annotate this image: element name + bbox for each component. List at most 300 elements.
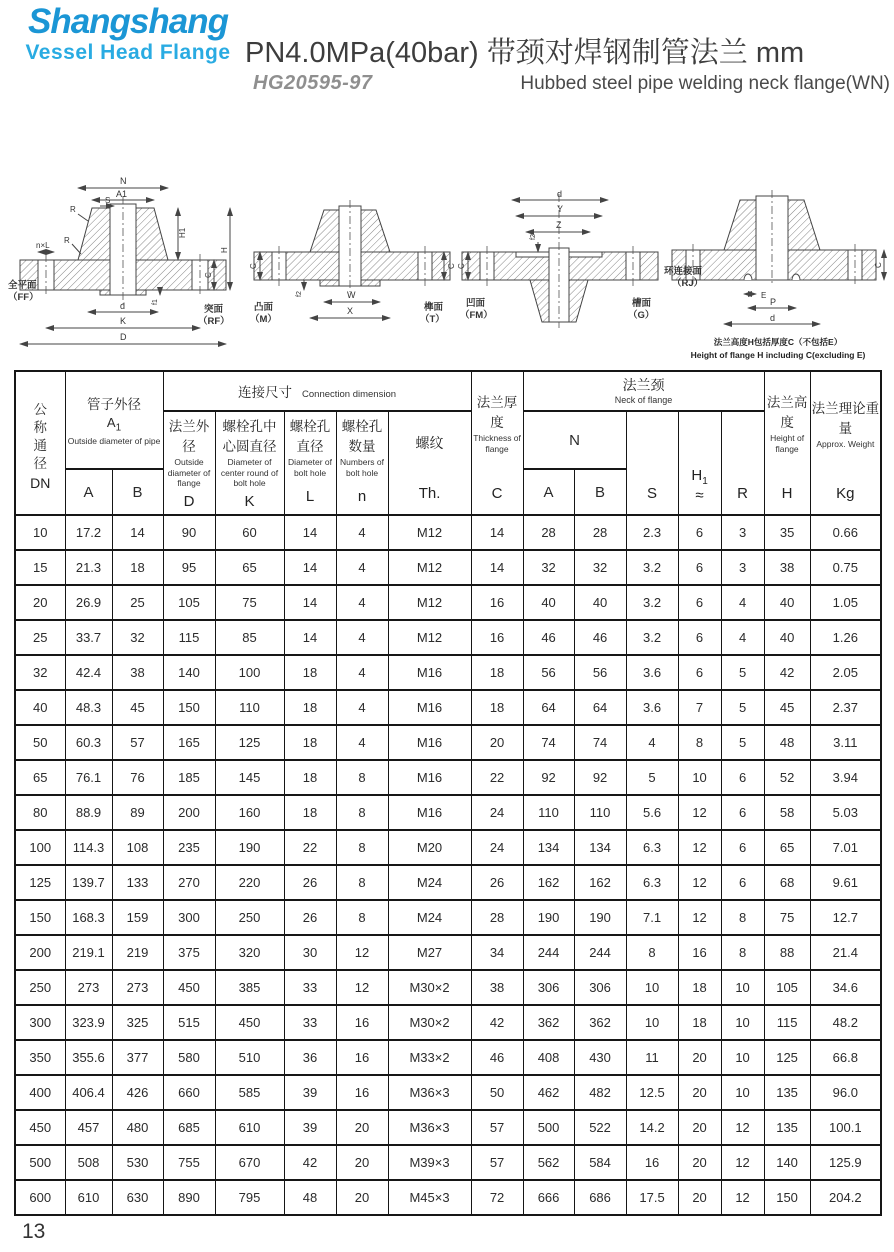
- table-cell: 65: [764, 830, 810, 865]
- s-symbol: S: [647, 484, 658, 502]
- table-cell: 244: [574, 935, 626, 970]
- table-cell: 20: [471, 725, 523, 760]
- table-cell: 100: [215, 655, 284, 690]
- table-cell: 385: [215, 970, 284, 1005]
- table-cell: 24: [471, 830, 523, 865]
- connection-cn: 连接尺寸: [238, 384, 293, 400]
- table-cell: 500: [15, 1145, 65, 1180]
- col-header-neck: [523, 371, 764, 411]
- table-cell: 190: [574, 900, 626, 935]
- table-cell: 8: [721, 900, 764, 935]
- table-cell: 6: [721, 760, 764, 795]
- table-row: [15, 1005, 881, 1040]
- table-cell: 6: [721, 830, 764, 865]
- col-header-neck-n: N: [523, 411, 626, 469]
- flange-section-drawing: [452, 186, 668, 341]
- face-m-code: （M）: [250, 314, 277, 325]
- col-header-weight: [810, 371, 881, 515]
- table-cell: 10: [15, 515, 65, 550]
- table-cell: 32: [574, 550, 626, 585]
- table-cell: 25: [112, 585, 163, 620]
- dn-label-cn: 公称通径: [33, 401, 47, 472]
- face-m-cn: 凸面: [254, 302, 274, 313]
- table-cell: 159: [112, 900, 163, 935]
- dim-d: d: [120, 301, 126, 311]
- table-cell: 10: [721, 1075, 764, 1110]
- flange-body: [254, 206, 450, 286]
- col-header-pipe-a: A: [65, 469, 112, 515]
- table-cell: 377: [112, 1040, 163, 1075]
- col-header-r: [721, 411, 764, 515]
- table-cell: 235: [163, 830, 215, 865]
- table-cell: 660: [163, 1075, 215, 1110]
- col-header-k: [215, 411, 284, 515]
- table-cell: 34: [471, 935, 523, 970]
- table-cell: 5: [721, 655, 764, 690]
- dim-W: W: [347, 290, 356, 300]
- table-cell: 795: [215, 1180, 284, 1215]
- table-row: [15, 1110, 881, 1145]
- table-cell: 685: [163, 1110, 215, 1145]
- table-cell: 65: [15, 760, 65, 795]
- table-cell: 96.0: [810, 1075, 881, 1110]
- table-cell: M45×3: [388, 1180, 471, 1215]
- table-cell: 4: [626, 725, 678, 760]
- table-cell: 42.4: [65, 655, 112, 690]
- table-cell: 6.3: [626, 830, 678, 865]
- face-g-code: （G）: [628, 310, 655, 321]
- table-cell: 323.9: [65, 1005, 112, 1040]
- table-cell: 25: [15, 620, 65, 655]
- table-cell: M24: [388, 865, 471, 900]
- table-cell: 26: [471, 865, 523, 900]
- table-cell: 244: [523, 935, 574, 970]
- table-cell: 60.3: [65, 725, 112, 760]
- table-cell: 16: [336, 1040, 388, 1075]
- n-symbol: n: [357, 488, 367, 506]
- table-cell: 60: [215, 515, 284, 550]
- table-cell: 14: [112, 515, 163, 550]
- table-cell: 21.4: [810, 935, 881, 970]
- table-cell: M12: [388, 620, 471, 655]
- table-cell: 92: [523, 760, 574, 795]
- height-symbol: H: [781, 484, 793, 502]
- table-cell: 12: [678, 865, 721, 900]
- table-cell: 12: [336, 935, 388, 970]
- flange-section-drawing: [244, 190, 460, 340]
- h1-symbol: $H_1$: [691, 466, 708, 487]
- table-cell: 57: [471, 1145, 523, 1180]
- table-cell: 80: [15, 795, 65, 830]
- table-cell: 20: [336, 1145, 388, 1180]
- table-cell: M24: [388, 900, 471, 935]
- k-cn: 螺栓孔中心圆直径: [222, 419, 277, 454]
- flange-spec-table: [14, 370, 882, 1216]
- table-cell: 5: [721, 690, 764, 725]
- table-cell: 14: [471, 550, 523, 585]
- table-header: [15, 371, 881, 515]
- table-cell: 16: [336, 1005, 388, 1040]
- table-cell: 18: [678, 970, 721, 1005]
- table-cell: 52: [764, 760, 810, 795]
- n-en: Numbers of bolt hole: [340, 457, 384, 478]
- flange-drawing-m-t: [244, 190, 460, 340]
- table-cell: 115: [764, 1005, 810, 1040]
- table-cell: 5: [626, 760, 678, 795]
- table-cell: 450: [215, 1005, 284, 1040]
- table-cell: 670: [215, 1145, 284, 1180]
- table-cell: 12.7: [810, 900, 881, 935]
- table-cell: 28: [471, 900, 523, 935]
- face-t-cn: 榫面: [424, 302, 444, 313]
- table-cell: 400: [15, 1075, 65, 1110]
- table-cell: M36×3: [388, 1075, 471, 1110]
- dim-C-right: C: [447, 263, 456, 269]
- table-cell: 74: [523, 725, 574, 760]
- col-header-neck-b: B: [574, 469, 626, 515]
- brand-tagline: Vessel Head Flange: [25, 40, 231, 64]
- table-cell: 510: [215, 1040, 284, 1075]
- subtitle-english: Hubbed steel pipe welding neck flange(WN): [520, 73, 890, 94]
- table-cell: 2.37: [810, 690, 881, 725]
- table-cell: 4: [721, 585, 764, 620]
- table-row: [15, 655, 881, 690]
- dim-R-upper: R: [70, 205, 76, 214]
- table-cell: 10: [721, 1040, 764, 1075]
- table-cell: 75: [764, 900, 810, 935]
- table-cell: 140: [163, 655, 215, 690]
- table-cell: 10: [626, 1005, 678, 1040]
- table-cell: 33.7: [65, 620, 112, 655]
- table-cell: 22: [471, 760, 523, 795]
- table-cell: 185: [163, 760, 215, 795]
- flange-section-drawing: [664, 178, 892, 328]
- n-cn: 螺栓孔数量: [341, 419, 383, 454]
- dim-Y: Y: [557, 204, 564, 214]
- table-cell: 26: [284, 900, 336, 935]
- table-cell: 74: [574, 725, 626, 760]
- table-cell: 20: [336, 1110, 388, 1145]
- table-cell: M27: [388, 935, 471, 970]
- table-cell: 4: [336, 515, 388, 550]
- table-cell: M16: [388, 655, 471, 690]
- table-cell: 21.3: [65, 550, 112, 585]
- table-cell: 8: [336, 830, 388, 865]
- face-fm-code: （FM）: [460, 310, 493, 321]
- company-logo: [18, 4, 238, 65]
- table-cell: 515: [163, 1005, 215, 1040]
- table-cell: 18: [678, 1005, 721, 1040]
- table-cell: 300: [163, 900, 215, 935]
- table-cell: 362: [523, 1005, 574, 1040]
- table-cell: 270: [163, 865, 215, 900]
- col-header-n: [336, 411, 388, 515]
- table-cell: 7.01: [810, 830, 881, 865]
- table-cell: 18: [284, 795, 336, 830]
- table-cell: 28: [523, 515, 574, 550]
- table-cell: M16: [388, 690, 471, 725]
- table-cell: 4: [336, 585, 388, 620]
- table-cell: 7.1: [626, 900, 678, 935]
- table-cell: 90: [163, 515, 215, 550]
- flange-drawing-ff-rf: [8, 172, 240, 360]
- table-cell: 32: [112, 620, 163, 655]
- height-en: Height of flange: [770, 433, 805, 454]
- table-cell: 125.9: [810, 1145, 881, 1180]
- table-cell: 12.5: [626, 1075, 678, 1110]
- table-cell: 115: [163, 620, 215, 655]
- table-cell: 88: [764, 935, 810, 970]
- table-cell: M16: [388, 725, 471, 760]
- table-cell: 114.3: [65, 830, 112, 865]
- table-cell: 14: [284, 550, 336, 585]
- table-cell: 12: [678, 795, 721, 830]
- table-cell: 273: [65, 970, 112, 1005]
- dim-f2: f2: [296, 291, 303, 297]
- table-cell: 666: [523, 1180, 574, 1215]
- table-cell: 76: [112, 760, 163, 795]
- face-t-code: （T）: [420, 314, 445, 325]
- table-cell: 38: [112, 655, 163, 690]
- col-header-pipe-od: [65, 371, 163, 469]
- flange-drawing-fm-g: [452, 186, 668, 341]
- table-cell: 14: [284, 620, 336, 655]
- table-cell: 56: [523, 655, 574, 690]
- col-header-pipe-b: B: [112, 469, 163, 515]
- table-cell: 20: [678, 1075, 721, 1110]
- table-cell: 3.11: [810, 725, 881, 760]
- brand-name: Shangshang: [27, 2, 229, 41]
- table-cell: 162: [523, 865, 574, 900]
- table-cell: 39: [284, 1110, 336, 1145]
- table-cell: 50: [471, 1075, 523, 1110]
- l-cn: 螺栓孔直径: [289, 419, 331, 454]
- page-number: 13: [22, 1220, 46, 1243]
- dim-A1: A1: [116, 189, 128, 199]
- table-cell: 57: [471, 1110, 523, 1145]
- table-cell: 110: [574, 795, 626, 830]
- table-cell: 200: [163, 795, 215, 830]
- table-cell: 430: [574, 1040, 626, 1075]
- table-cell: 8: [721, 935, 764, 970]
- table-cell: 133: [112, 865, 163, 900]
- col-header-dn: [15, 371, 65, 515]
- r-symbol: R: [737, 484, 748, 502]
- table-cell: 406.4: [65, 1075, 112, 1110]
- table-cell: M12: [388, 550, 471, 585]
- dim-N: N: [120, 176, 127, 186]
- height-cn: 法兰高度: [766, 395, 808, 431]
- table-cell: 92: [574, 760, 626, 795]
- table-cell: 20: [678, 1040, 721, 1075]
- neck-cn: 法兰颈: [622, 377, 665, 394]
- table-cell: 125: [15, 865, 65, 900]
- table-cell: 562: [523, 1145, 574, 1180]
- table-cell: 48: [284, 1180, 336, 1215]
- table-cell: 450: [15, 1110, 65, 1145]
- table-cell: 33: [284, 970, 336, 1005]
- table-cell: 40: [523, 585, 574, 620]
- table-cell: 2.3: [626, 515, 678, 550]
- table-cell: 6: [678, 550, 721, 585]
- dim-H1: H1: [178, 227, 187, 238]
- table-cell: 145: [215, 760, 284, 795]
- table-cell: 20: [336, 1180, 388, 1215]
- table-cell: 3.6: [626, 655, 678, 690]
- table-cell: 3: [721, 550, 764, 585]
- table-cell: 24: [471, 795, 523, 830]
- table-cell: 26: [284, 865, 336, 900]
- dim-K: K: [120, 316, 127, 326]
- pipe-od-cn: 管子外径: [87, 397, 141, 413]
- table-cell: 40: [15, 690, 65, 725]
- table-cell: 46: [574, 620, 626, 655]
- table-cell: 39: [284, 1075, 336, 1110]
- dim-H: H: [220, 247, 229, 253]
- table-cell: 306: [574, 970, 626, 1005]
- table-cell: 5.6: [626, 795, 678, 830]
- th-cn: 螺纹: [415, 435, 444, 451]
- table-cell: 48: [764, 725, 810, 760]
- table-cell: M20: [388, 830, 471, 865]
- dim-C: C: [874, 262, 883, 268]
- table-cell: 190: [215, 830, 284, 865]
- table-cell: 40: [574, 585, 626, 620]
- table-row: [15, 1180, 881, 1215]
- table-cell: 6: [678, 515, 721, 550]
- table-row: [15, 900, 881, 935]
- table-cell: 12: [678, 830, 721, 865]
- table-cell: 18: [284, 655, 336, 690]
- table-cell: 42: [284, 1145, 336, 1180]
- col-header-thickness: [471, 371, 523, 515]
- table-cell: 580: [163, 1040, 215, 1075]
- col-header-d: [163, 411, 215, 515]
- table-cell: 6: [678, 620, 721, 655]
- table-cell: M30×2: [388, 1005, 471, 1040]
- table-cell: 20: [678, 1110, 721, 1145]
- table-cell: 16: [471, 585, 523, 620]
- table-cell: 190: [523, 900, 574, 935]
- table-cell: 95: [163, 550, 215, 585]
- table-cell: 8: [336, 865, 388, 900]
- table-cell: 890: [163, 1180, 215, 1215]
- flange-drawing-rj: [664, 178, 892, 362]
- k-symbol: K: [244, 493, 255, 511]
- table-cell: 3.94: [810, 760, 881, 795]
- table-cell: 22: [284, 830, 336, 865]
- table-cell: 14: [284, 515, 336, 550]
- table-cell: 14.2: [626, 1110, 678, 1145]
- table-cell: 320: [215, 935, 284, 970]
- table-cell: 40: [764, 620, 810, 655]
- k-en: Diameter of center round of bolt hole: [220, 457, 279, 489]
- col-header-height: [764, 371, 810, 515]
- table-cell: 135: [764, 1075, 810, 1110]
- dim-f1: f1: [152, 299, 159, 305]
- table-cell: 4: [336, 690, 388, 725]
- dim-C-left: C: [249, 263, 258, 269]
- dim-C: C: [204, 272, 213, 278]
- pipe-od-en: Outside diameter of pipe: [67, 435, 161, 446]
- table-cell: 100: [15, 830, 65, 865]
- table-cell: 350: [15, 1040, 65, 1075]
- table-cell: 89: [112, 795, 163, 830]
- face-ff-cn: 全平面: [8, 280, 37, 291]
- table-cell: 5.03: [810, 795, 881, 830]
- thickness-symbol: C: [491, 484, 503, 502]
- table-cell: 32: [523, 550, 574, 585]
- table-cell: 462: [523, 1075, 574, 1110]
- table-cell: M16: [388, 760, 471, 795]
- table-cell: 8: [678, 725, 721, 760]
- table-cell: 300: [15, 1005, 65, 1040]
- table-cell: 48.3: [65, 690, 112, 725]
- table-cell: 33: [284, 1005, 336, 1040]
- table-cell: 16: [336, 1075, 388, 1110]
- table-cell: 125: [764, 1040, 810, 1075]
- table-cell: 6: [721, 795, 764, 830]
- table-cell: M12: [388, 515, 471, 550]
- table-cell: 139.7: [65, 865, 112, 900]
- table-cell: 584: [574, 1145, 626, 1180]
- table-cell: 16: [678, 935, 721, 970]
- pipe-od-symbol: $A_1$: [106, 415, 122, 434]
- table-cell: 48.2: [810, 1005, 881, 1040]
- table-cell: 46: [471, 1040, 523, 1075]
- table-cell: 6: [721, 865, 764, 900]
- table-cell: 42: [471, 1005, 523, 1040]
- table-cell: 110: [215, 690, 284, 725]
- table-cell: 45: [764, 690, 810, 725]
- table-cell: 34.6: [810, 970, 881, 1005]
- table-cell: 10: [721, 970, 764, 1005]
- d-cn: 法兰外径: [168, 419, 210, 454]
- table-cell: 10: [678, 760, 721, 795]
- flange-table-body: [15, 515, 881, 1215]
- table-cell: 530: [112, 1145, 163, 1180]
- dim-S: S: [105, 196, 111, 205]
- table-cell: 150: [764, 1180, 810, 1215]
- table-cell: 38: [471, 970, 523, 1005]
- table-cell: 6.3: [626, 865, 678, 900]
- table-cell: 18: [471, 690, 523, 725]
- table-cell: 18: [284, 760, 336, 795]
- th-symbol: Th.: [418, 484, 441, 502]
- table-cell: 45: [112, 690, 163, 725]
- table-cell: 204.2: [810, 1180, 881, 1215]
- table-cell: 17.5: [626, 1180, 678, 1215]
- table-row: [15, 515, 881, 550]
- table-cell: 4: [336, 550, 388, 585]
- table-cell: 150: [163, 690, 215, 725]
- table-cell: 10: [626, 970, 678, 1005]
- table-row: [15, 795, 881, 830]
- table-cell: 8: [336, 795, 388, 830]
- table-cell: 375: [163, 935, 215, 970]
- face-rj-cn: 环连接面: [664, 266, 703, 277]
- table-cell: 17.2: [65, 515, 112, 550]
- table-cell: 38: [764, 550, 810, 585]
- table-cell: 165: [163, 725, 215, 760]
- table-cell: 11: [626, 1040, 678, 1075]
- table-cell: 500: [523, 1110, 574, 1145]
- table-cell: 522: [574, 1110, 626, 1145]
- table-cell: 480: [112, 1110, 163, 1145]
- table-cell: 160: [215, 795, 284, 830]
- table-cell: 508: [65, 1145, 112, 1180]
- table-cell: 68: [764, 865, 810, 900]
